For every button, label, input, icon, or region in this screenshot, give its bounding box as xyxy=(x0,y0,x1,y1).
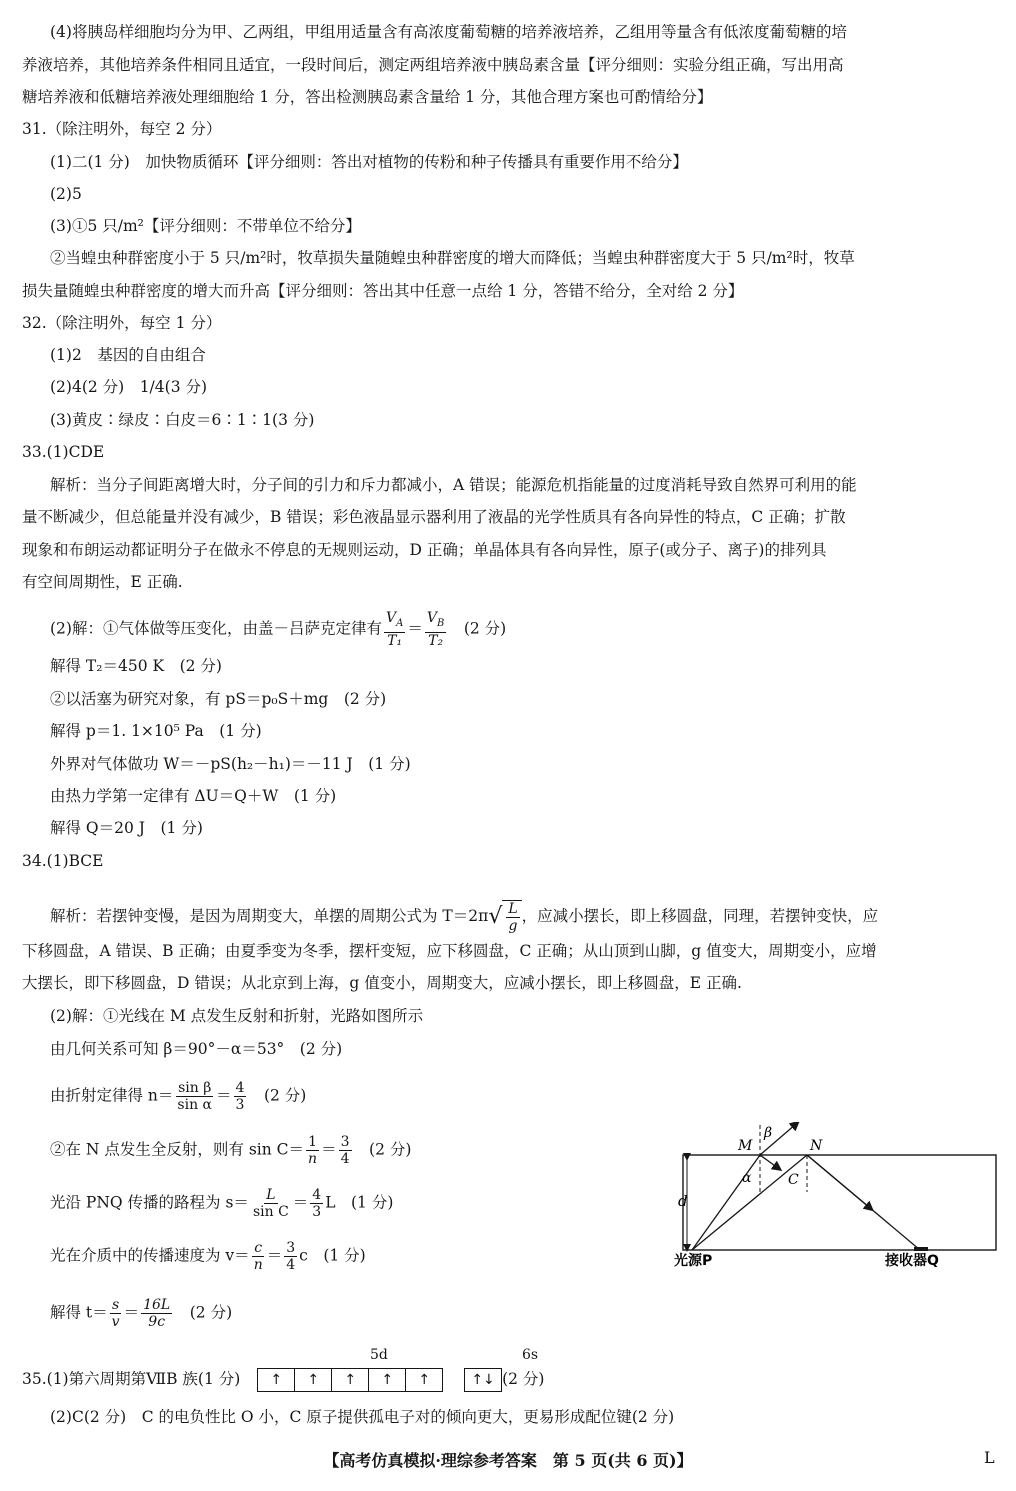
solution-line: 光在介质中的传播速度为 v＝ $\frac{c}{n}$ ＝ $\frac{3}{4}$ c (1 分) xyxy=(50,1240,366,1273)
solution-line: 外界对气体做功 W＝－pS(h₂－h₁)＝－11 J (1 分) xyxy=(50,755,411,773)
solution-line: 光沿 PNQ 传播的路程为 s＝ $\frac{L}{\text{sin C}}$ ＝ $\frac{4}{3}$ L (1 分) xyxy=(50,1187,394,1220)
orbital-6s-box: ↑↓ xyxy=(464,1368,502,1392)
footer-code: L xyxy=(984,1448,995,1467)
fraction: $\frac{3}{4}$ xyxy=(286,1240,296,1273)
solution-line: 解得 Q＝20 J (1 分) xyxy=(50,819,203,837)
solution-line: (2)解：①气体做等压变化，由盖－吕萨克定律有 $\frac{V_A}{\text{T₁}}$ ＝ $\frac{V_B}{\text{T₂}}$ (2 分) xyxy=(50,610,507,649)
label-source-p: 光源P xyxy=(674,1253,713,1267)
ray-arrow xyxy=(807,1155,870,1208)
solution-line: 由热力学第一定律有 ΔU＝Q＋W (1 分) xyxy=(50,787,337,805)
answer-line: (2)4(2 分) 1/4(3 分) xyxy=(50,378,208,396)
fraction: $\frac{1}{n}$ xyxy=(308,1134,318,1167)
text-line: (4)将胰岛样细胞均分为甲、乙两组，甲组用适量含有高浓度葡萄糖的培养液培养，乙组用等量含有低浓度葡萄糖的培 xyxy=(50,23,847,41)
analysis-line: 下移圆盘，A 错误、B 正确；由夏季变为冬季，摆杆变短，应下移圆盘，C 正确；从山顶到山脚，g 值变大，周期变小，应增 xyxy=(22,942,877,960)
solution-line: ②在 N 点发生全反射，则有 sin C＝ $\frac{1}{n}$ ＝ $\frac{3}{4}$ (2 分) xyxy=(50,1134,412,1167)
orbital-label-6s: 6s xyxy=(522,1347,539,1363)
solution-line: 由几何关系可知 β＝90°－α＝53° (2 分) xyxy=(50,1040,343,1058)
analysis-line: 大摆长，即下移圆盘，D 错误；从北京到上海，g 值变小，周期变大，应减小摆长，即上移圆盘，E 正确. xyxy=(22,974,742,992)
fraction: $\frac{L}{\text{sin C}}$ xyxy=(252,1187,289,1220)
fraction: $\frac{V_A}{\text{T₁}}$ xyxy=(385,610,404,649)
answer-line: (1)2 基因的自由组合 xyxy=(50,346,206,364)
answer-line: ②当蝗虫种群密度小于 5 只/m²时，牧草损失量随蝗虫种群密度的增大而降低；当蝗虫种群密度大于 5 只/m²时，牧草 xyxy=(50,249,855,267)
label-n: N xyxy=(810,1138,823,1154)
question-header: 34.(1)BCE xyxy=(22,852,104,870)
fraction: $\frac{3}{4}$ xyxy=(340,1134,350,1167)
orbital-box: ↑ xyxy=(257,1368,295,1392)
question-header: 33.(1)CDE xyxy=(22,443,105,461)
text-line: 养液培养，其他培养条件相同且适宜，一段时间后，测定两组培养液中胰岛素含量【评分细则：实验分组正确，写出用高 xyxy=(22,56,844,74)
fraction: $\frac{\text{sin β}}{\text{sin α}}$ xyxy=(177,1080,213,1113)
label-beta: β xyxy=(764,1125,773,1141)
text-line: 糖培养液和低糖培养液处理细胞给 1 分，答出检测胰岛素含量给 1 分，其他合理方案也可酌情给分】 xyxy=(22,88,713,106)
receiver-q xyxy=(914,1247,928,1251)
answer-line: (1)二(1 分) 加快物质循环【评分细则：答出对植物的传粉和种子传播具有重要作用不给分】 xyxy=(50,153,688,171)
orbital-5d-boxes xyxy=(258,1370,443,1388)
medium-block xyxy=(683,1155,996,1250)
orbital-box: ↑ xyxy=(294,1368,332,1392)
sqrt: √ $\frac{L}{g}$ xyxy=(488,900,521,934)
orbital-box: ↑ xyxy=(368,1368,406,1392)
solution-line: 由折射定律得 n＝ $\frac{\text{sin β}}{\text{sin α}}$ ＝ $\frac{4}{3}$ (2 分) xyxy=(50,1080,307,1113)
solution-line: (2)解：①光线在 M 点发生反射和折射，光路如图所示 xyxy=(50,1007,424,1025)
orbital-box: ↑ xyxy=(331,1368,369,1392)
orbital-label-5d: 5d xyxy=(370,1347,388,1363)
question-header: 32.（除注明外，每空 1 分） xyxy=(22,314,222,332)
fraction: $\frac{4}{3}$ xyxy=(312,1187,322,1220)
analysis-line: 量不断减少，但总能量并没有减少，B 错误；彩色液晶显示器利用了液晶的光学性质具有各向异性的特点，C 正确；扩散 xyxy=(22,508,846,526)
answer-line: (3)黄皮∶绿皮∶白皮＝6∶1∶1(3 分) xyxy=(50,411,315,429)
label-m: M xyxy=(738,1138,753,1154)
fraction: $\frac{16L}{9c}$ xyxy=(143,1297,171,1330)
label-alpha: α xyxy=(742,1170,752,1186)
solution-line: 解得 T₂＝450 K (2 分) xyxy=(50,657,222,675)
analysis-line: 现象和布朗运动都证明分子在做永不停息的无规则运动，D 正确；单晶体具有各向异性，原子(或分子、离子)的排列具 xyxy=(22,541,827,559)
answer-line: (2)C(2 分) C 的电负性比 O 小，C 原子提供孤电子对的倾向更大，更易形成配位键(2 分) xyxy=(50,1408,675,1426)
fraction: $\frac{4}{3}$ xyxy=(235,1080,245,1113)
fraction: $\frac{c}{n}$ xyxy=(253,1240,263,1273)
analysis-line: 有空间周期性，E 正确. xyxy=(22,573,183,591)
answer-line: (2)5 xyxy=(50,185,82,203)
solution-line: ②以活塞为研究对象，有 pS＝p₀S＋mg (2 分) xyxy=(50,690,387,708)
orbital-box: ↑ xyxy=(405,1368,443,1392)
ray-m-to-n-reflect xyxy=(760,1155,778,1168)
label-d: d xyxy=(678,1192,688,1210)
label-receiver-q: 接收器Q xyxy=(885,1253,939,1267)
solution-line: 解得 p＝1. 1×10⁵ Pa (1 分) xyxy=(50,722,262,740)
label-c: C xyxy=(788,1172,799,1188)
fraction: $\frac{s}{v}$ xyxy=(111,1297,120,1330)
page-footer: 【高考仿真模拟·理综参考答案 第 5 页(共 6 页)】 xyxy=(323,1451,693,1470)
question-header: 31.（除注明外，每空 2 分） xyxy=(22,120,222,138)
answer-line: 损失量随蝗虫种群密度的增大而升高【评分细则：答出其中任意一点给 1 分，答错不给分，全对给 2 分】 xyxy=(22,282,744,300)
analysis-line: 解析：当分子间距离增大时，分子间的引力和斥力都减小，A 错误；能源危机指能量的过度消耗导致自然界可利用的能 xyxy=(50,476,857,494)
analysis-line: 解析：若摆钟变慢，是因为周期变大，单摆的周期公式为 T＝2π √ $\frac{L}{g}$ ，应减小摆长，即上移圆盘，同理，若摆钟变快，应 xyxy=(50,901,879,934)
answer-line: (3)①5 只/m²【评分细则：不带单位不给分】 xyxy=(50,217,361,235)
answer-line: 35.(1)第六周期第ⅦB 族(1 分) ↑ ↑ ↑ ↑ ↑ ↑↓ (2 分) xyxy=(22,1368,544,1392)
solution-line: 解得 t＝ $\frac{s}{v}$ ＝ $\frac{16L}{9c}$ (2 分) xyxy=(50,1297,233,1330)
optics-diagram xyxy=(670,1122,1005,1267)
fraction: $\frac{V_B}{\text{T₂}}$ xyxy=(426,610,445,649)
